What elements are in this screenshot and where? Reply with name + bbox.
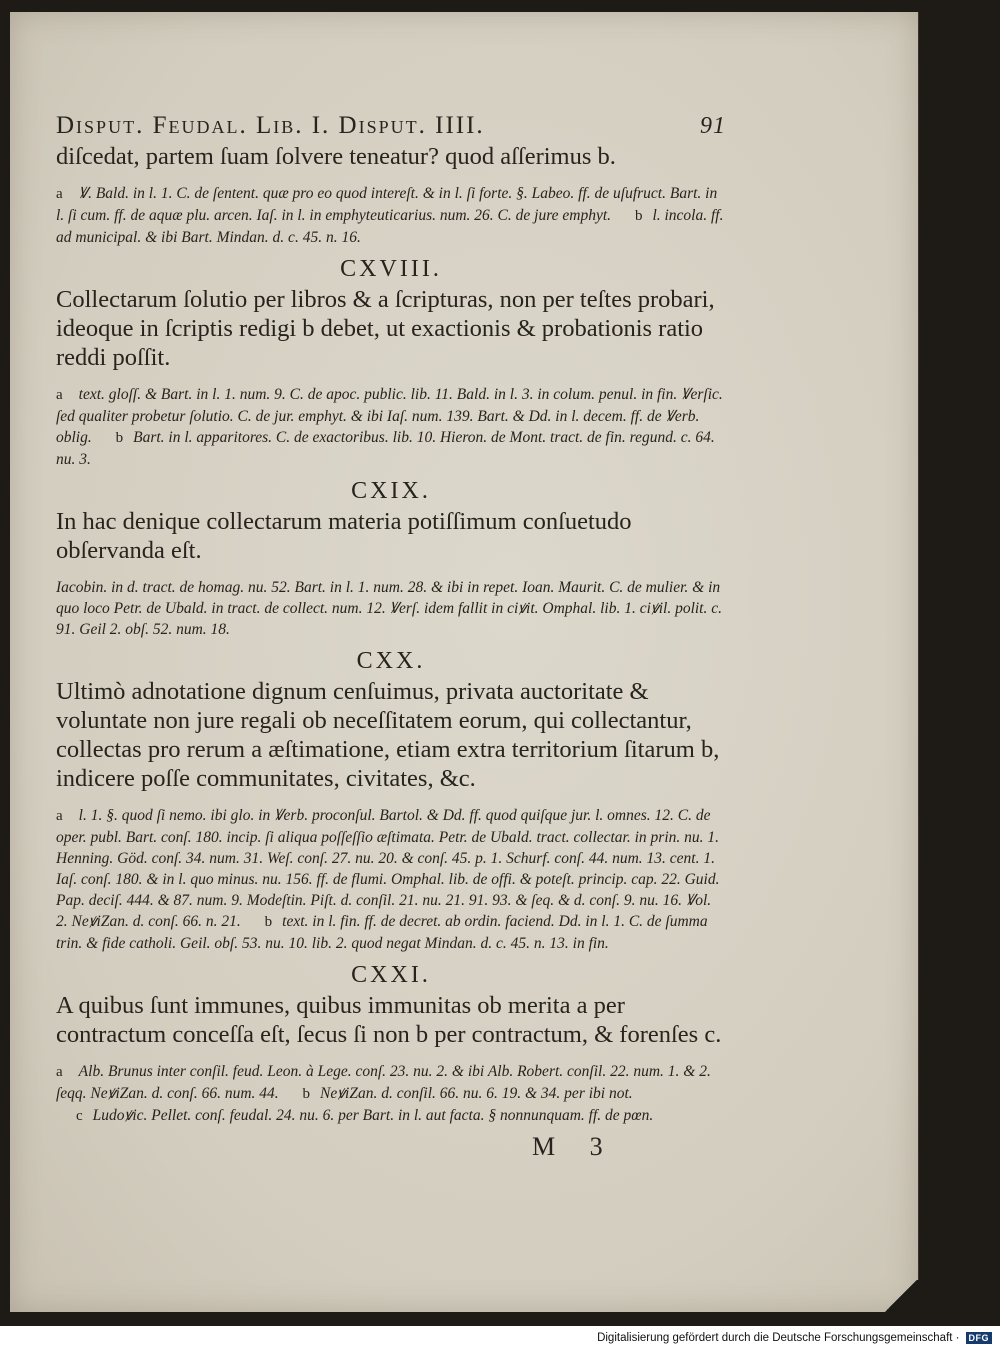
- note-block: [56, 183, 726, 248]
- dfg-logo: DFG: [966, 1332, 993, 1344]
- funding-credit: Digitalisierung gefördert durch die Deutsche Forschungsgemeinschaft ·: [597, 1331, 960, 1344]
- running-title: Disput. Feudal. Lib. I. Disput. IIII.: [56, 112, 485, 139]
- note-block: [56, 577, 726, 640]
- main-text-continuation: diſcedat, partem ſuam ſolvere teneatur? quod aſſerimus b.: [56, 143, 616, 170]
- note-marker: b: [115, 430, 124, 446]
- running-head: [56, 112, 726, 140]
- note-text: text. gloſſ. & Bart. in l. 1. num. 9. C. de apoc. public. lib. 11. Bald. in l. 3. in colum. penul. in fin. Ꝟerſic. ſed qualiter probetur ſolutio. C. de jur. emphyt. & ibi Iaſ. num. 139. Bart. & Dd. in l. decem. ff. de Ꝟerb. oblig.: [56, 386, 723, 446]
- section-numeral: CXX.: [356, 648, 426, 674]
- book-page: [10, 12, 919, 1312]
- text-block: [56, 112, 726, 1127]
- digitization-footer: [0, 1326, 1000, 1349]
- note-marker: a: [56, 1064, 63, 1080]
- note-text: Bart. in l. apparitores. C. de exactoribus. lib. 10. Hieron. de Mont. tract. de fin. regund. c. 64. nu. 3.: [56, 429, 715, 468]
- section-text: Ultimò adnotatione dignum cenſuimus, privata auctoritate & voluntate non jure regali ob neceſſitatem eorum, qui collectantur, collectas pro rerum a æſtimatione, etiam extra territorium ſitarum b, indicere poſſe communitates, civitates, &c.: [56, 678, 720, 792]
- note-text: Alb. Brunus inter conſil. feud. Leon. à Lege. conſ. 23. nu. 2. & ibi Alb. Robert. conſil. 22. num. 1. & 2. ſeqq. NeꝟiZan. d. conſ. 66. num. 44.: [56, 1063, 711, 1102]
- note-text: Ludoꝟic. Pellet. conſ. feudal. 24. nu. 6. per Bart. in l. aut facta. § nonnunquam. ff. de pœn.: [92, 1107, 654, 1124]
- note-text: l. incola. ff. ad municipal. & ibi Bart. Mindan. d. c. 45. n. 16.: [56, 207, 724, 246]
- section-numeral: CXXI.: [351, 962, 431, 988]
- folio-number: 91: [700, 113, 726, 139]
- note-text: Ꝟ. Bald. in l. 1. C. de ſentent. quæ pro eo quod intereſt. & in l. ſi forte. §. Labeo. ff. de uſufruct. Bart. in l. ſi cum. ff. de aquæ plu. arcen. Iaſ. in l. in emphyteuticarius. num. 26. C. de jure emphyt.: [56, 185, 718, 224]
- note-text: Iacobin. in d. tract. de homag. nu. 52. Bart. in l. 1. num. 28. & ibi in repet. Ioan. Maurit. C. de mulier. & in quo loco Petr. de Ubald. in tract. de collect. num. 12. Ꝟerſ. idem fallit in ciꝟit. Omphal. lib. 1. ciꝟil. polit. c. 91. Geil 2. obſ. 52. num. 18.: [56, 579, 722, 638]
- note-text: l. 1. §. quod ſi nemo. ibi glo. in Ꝟerb. proconſul. Bartol. & Dd. ff. quod quiſque jur. l. omnes. 12. C. de oper. publ. Bart. conſ. 180. incip. ſi aliqua poſſeſſio æſtimata. Petr. de Ubald. tract. collectar. in prin. nu. 1. Henning. Göd. conſ. 34. num. 31. Weſ. conſ. 27. nu. 20. & conſ. 45. p. 1. Schurf. conſ. 44. num. 13. cent. 1. Iaſ. conſ. 180. & in l. quo minus. nu. 156. ff. de flumi. Omphal. lib. de offi. & poteſt. princip. cap. 22. Guid. Pap. deciſ. 444. & 87. num. 9. Modeſtin. Piſt. d. conſil. 21. nu. 21. 91. 93. & ſeq. & d. conſ. 9. nu. 16. Ꝟol. 2. NeꝟiZan. d. conſ. 66. n. 21.: [56, 807, 720, 930]
- section-numeral: CXIX.: [351, 478, 431, 504]
- note-block: [56, 1061, 726, 1127]
- page-corner-fold: [880, 1280, 920, 1314]
- section-text: A quibus ſunt immunes, quibus immunitas ob merita a per contractum conceſſa eſt, ſecus ſi non b per contractum, & forenſes c.: [56, 992, 722, 1048]
- note-text: text. in l. fin. ff. de decret. ab ordin. faciend. Dd. in l. 1. C. de ſumma trin. & fide catholi. Geil. obſ. 53. nu. 10. lib. 2. quod negat Mindan. d. c. 45. n. 13. in fin.: [56, 913, 708, 952]
- note-marker: a: [56, 186, 63, 202]
- note-marker: b: [302, 1086, 311, 1102]
- note-marker: a: [56, 387, 63, 403]
- section-text: Collectarum ſolutio per libros & a ſcripturas, non per teſtes probari, ideoque in ſcriptis redigi b debet, ut exactionis & probationis ratio reddi poſſit.: [56, 286, 715, 371]
- signature-mark: M 3: [532, 1132, 617, 1161]
- note-block: [56, 384, 726, 470]
- note-marker: b: [634, 208, 643, 224]
- section-numeral: CXVIII.: [340, 256, 442, 282]
- note-marker: b: [264, 914, 273, 930]
- section-text: In hac denique collectarum materia potiſſimum conſuetudo obſervanda eſt.: [56, 508, 632, 564]
- note-marker: a: [56, 808, 63, 824]
- note-marker: c: [76, 1108, 83, 1124]
- note-text: NeꝟiZan. d. conſil. 66. nu. 6. 19. & 34. per ibi not.: [320, 1085, 633, 1102]
- note-block: [56, 805, 726, 954]
